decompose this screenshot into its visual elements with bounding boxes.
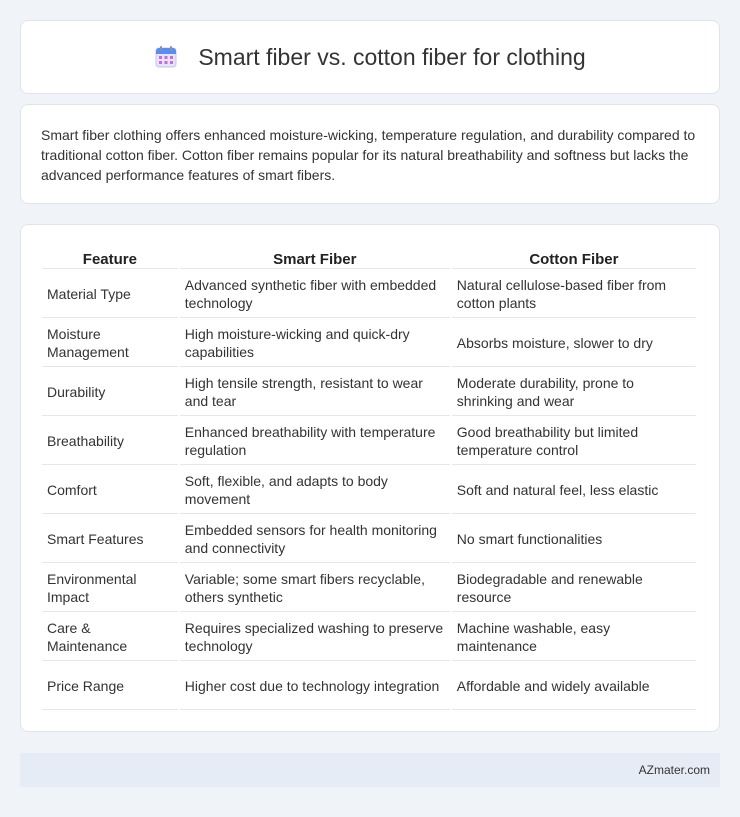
cotton-fiber-cell: Good breathability but limited temperature control bbox=[452, 418, 696, 465]
summary-card bbox=[20, 104, 720, 204]
cotton-fiber-cell: Biodegradable and renewable resource bbox=[452, 565, 696, 612]
header-smart-fiber: Smart Fiber bbox=[180, 247, 450, 269]
table-row bbox=[42, 271, 696, 318]
summary-text: Smart fiber clothing offers enhanced moisture-wicking, temperature regulation, and durability compared to traditional cotton fiber. Cotton fiber remains popular for its natural breathability and softness but lacks the advanced performance features of smart fibers. bbox=[41, 127, 696, 183]
feature-cell: Durability bbox=[42, 369, 178, 416]
footer-source-link[interactable]: AZmater.com bbox=[638, 763, 710, 777]
feature-cell: Environmental Impact bbox=[42, 565, 178, 612]
cotton-fiber-cell: Machine washable, easy maintenance bbox=[452, 614, 696, 661]
title-card bbox=[20, 20, 720, 94]
table-row bbox=[42, 320, 696, 367]
smart-fiber-cell: Requires specialized washing to preserve technology bbox=[180, 614, 450, 661]
table-row bbox=[42, 516, 696, 563]
feature-cell: Moisture Management bbox=[42, 320, 178, 367]
smart-fiber-cell: Embedded sensors for health monitoring and connectivity bbox=[180, 516, 450, 563]
table-row bbox=[42, 369, 696, 416]
smart-fiber-cell: High tensile strength, resistant to wear and tear bbox=[180, 369, 450, 416]
comparison-table bbox=[40, 245, 698, 712]
feature-cell: Price Range bbox=[42, 663, 178, 710]
header-feature: Feature bbox=[42, 247, 178, 269]
feature-cell: Comfort bbox=[42, 467, 178, 514]
cotton-fiber-cell: Natural cellulose-based fiber from cotton plants bbox=[452, 271, 696, 318]
table-header-row bbox=[42, 247, 696, 269]
smart-fiber-cell: Soft, flexible, and adapts to body movement bbox=[180, 467, 450, 514]
feature-cell: Breathability bbox=[42, 418, 178, 465]
header-cotton-fiber: Cotton Fiber bbox=[452, 247, 696, 269]
feature-cell: Smart Features bbox=[42, 516, 178, 563]
cotton-fiber-cell: Soft and natural feel, less elastic bbox=[452, 467, 696, 514]
cotton-fiber-cell: No smart functionalities bbox=[452, 516, 696, 563]
smart-fiber-cell: Enhanced breathability with temperature regulation bbox=[180, 418, 450, 465]
cotton-fiber-cell: Moderate durability, prone to shrinking and wear bbox=[452, 369, 696, 416]
table-row bbox=[42, 418, 696, 465]
smart-fiber-cell: Advanced synthetic fiber with embedded technology bbox=[180, 271, 450, 318]
cotton-fiber-cell: Absorbs moisture, slower to dry bbox=[452, 320, 696, 367]
smart-fiber-cell: Higher cost due to technology integration bbox=[180, 663, 450, 710]
feature-cell: Material Type bbox=[42, 271, 178, 318]
footer bbox=[20, 753, 720, 787]
table-row bbox=[42, 663, 696, 710]
table-row bbox=[42, 614, 696, 661]
calendar-icon bbox=[154, 45, 178, 69]
smart-fiber-cell: Variable; some smart fibers recyclable, others synthetic bbox=[180, 565, 450, 612]
table-row bbox=[42, 565, 696, 612]
smart-fiber-cell: High moisture-wicking and quick-dry capabilities bbox=[180, 320, 450, 367]
page-title: Smart fiber vs. cotton fiber for clothing bbox=[198, 43, 586, 70]
cotton-fiber-cell: Affordable and widely available bbox=[452, 663, 696, 710]
table-row bbox=[42, 467, 696, 514]
title-wrap bbox=[154, 44, 585, 71]
feature-cell: Care & Maintenance bbox=[42, 614, 178, 661]
comparison-card bbox=[20, 224, 720, 732]
